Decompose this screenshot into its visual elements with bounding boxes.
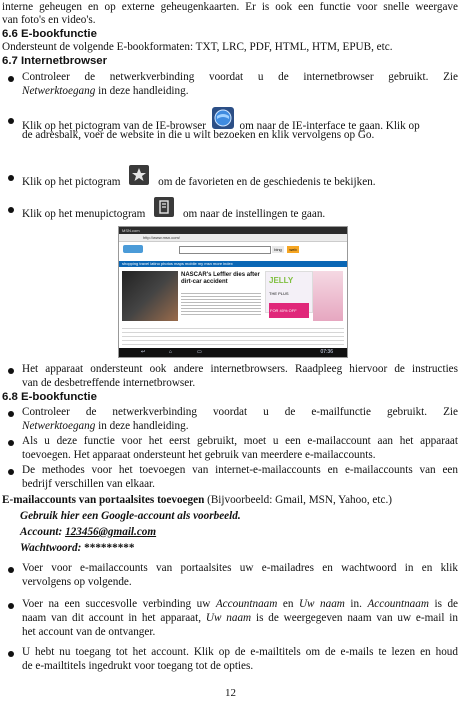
password-value: ********* [84, 542, 135, 554]
account-line: Account: 123456@gmail.com [20, 526, 157, 538]
bullet [8, 469, 14, 475]
back-icon: ↩ [141, 349, 146, 355]
s67-bullet-5-line-2: van de desbetreffende internetbrowser. [22, 377, 196, 389]
bullet [8, 651, 14, 657]
netwerktoegang-ref: Netwerktoegang [22, 420, 96, 432]
recent-apps-icon: ▭ [197, 349, 202, 355]
address-url: http://www.msn.com/ [143, 235, 180, 240]
intro-line-1: interne geheugen en op externe geheugenkaarten. Er is ook een functie voor snelle weergave [2, 1, 458, 13]
bullet [8, 567, 14, 573]
promo-image [313, 271, 343, 321]
news-body-lines [181, 291, 261, 317]
bullet [8, 603, 14, 609]
browser-address-bar [119, 234, 347, 242]
portal-sites-title: E-mailaccounts van portaalsites toevoegen [2, 494, 205, 506]
browser-screenshot [118, 226, 348, 358]
s68-bullet-5-line-1: Voer na een succesvolle verbinding uw Accountnaam en Uw naam in. Accountnaam is de [22, 598, 459, 610]
s68-bullet-4-line-1: Voer voor e-mailaccounts van portaalsites uw e-mailadres en wachtwoord in en klik [22, 562, 458, 574]
bullet [8, 118, 14, 124]
s68-bullet-3-line-2: bedrijf verschillen van elkaar. [22, 478, 155, 490]
section-6-8-heading: 6.8 E-bookfunctie [2, 391, 97, 403]
android-system-bar [119, 348, 347, 357]
s68-bullet-6-line-1: U hebt nu toegang tot het account. Klik op de e-mailtitels om de e-mails te lezen en houd [22, 646, 458, 658]
s67-bullet-4: Klik op het menupictogram om naar de instellingen te gaan. [22, 202, 458, 226]
msn-nav-bar [119, 261, 348, 267]
bullet [8, 411, 14, 417]
web-button: web [287, 246, 299, 253]
s68-bullet-3-line-1: De methodes voor het toevoegen van internet-e-mailaccounts en e-mailaccounts van een [22, 464, 458, 476]
google-example: Gebruik hier een Google-account als voorbeeld. [20, 510, 241, 522]
password-line: Wachtwoord: ********* [20, 542, 135, 554]
lower-content [122, 325, 344, 345]
s68-bullet-1-line-2: Netwerktoegang in deze handleiding. [22, 420, 189, 432]
s68-bullet-5-line-3: het account van de ontvanger. [22, 626, 156, 638]
browser-tab: MSN.com [122, 228, 140, 233]
s67-bullet-1-line-2: Netwerktoegang in deze handleiding. [22, 85, 189, 97]
msn-header [119, 242, 347, 260]
browser-tab-bar [119, 227, 347, 234]
section-6-6-text: Ondersteunt de volgende E-bookformaten: TXT, LRC, PDF, HTML, HTM, EPUB, etc. [2, 41, 393, 53]
news-photo [122, 271, 178, 321]
promo-banner [265, 271, 313, 313]
msn-logo [123, 245, 143, 253]
msn-search-box [179, 246, 271, 254]
home-icon: ⌂ [169, 349, 173, 355]
intro-line-2: van foto's en video's. [2, 14, 96, 26]
clock: 07:36 [320, 349, 333, 355]
bullet [8, 175, 14, 181]
s68-bullet-2-line-2: toevoegen. Het apparaat ondersteunt het gebruik van meerdere e-mailaccounts. [22, 449, 376, 461]
s68-bullet-6-line-2: de e-mailtitels ingedrukt voor toegang tot de opties. [22, 660, 254, 672]
menu-settings-icon [154, 197, 174, 221]
news-headline: NASCAR's Leffler dies after dirt-car accident [181, 272, 260, 285]
account-email: 123456@gmail.com [65, 526, 157, 538]
msn-nav-text: shopping travel latino photos maps mobile my msn more index [122, 261, 233, 266]
portal-sites-line: E-mailaccounts van portaalsites toevoegen (Bijvoorbeeld: Gmail, MSN, Yahoo, etc.) [2, 494, 392, 506]
promo-sub: THE PLUS [269, 291, 289, 297]
bullet [8, 76, 14, 82]
s67-bullet-2-line-2: de adresbalk, voer de website in die u wilt bezoeken en klik vervolgens op Go. [22, 129, 375, 141]
page-number: 12 [225, 687, 236, 699]
s68-bullet-1-line-1: Controleer de netwerkverbinding voordat u de e-mailfunctie gebruikt. Zie [22, 406, 458, 418]
section-6-7-heading: 6.7 Internetbrowser [2, 55, 108, 67]
s67-bullet-3: Klik op het pictogram om de favorieten en de geschiedenis te bekijken. [22, 170, 458, 194]
promo-title: JELLY [269, 276, 294, 285]
s68-bullet-2-line-1: Als u deze functie voor het eerst gebruikt, moet u een e-mailaccount aan het apparaat [22, 435, 458, 447]
bing-button: bing [272, 246, 284, 253]
bullet [8, 440, 14, 446]
section-6-6-heading: 6.6 E-bookfunctie [2, 28, 97, 40]
promo-offer: FOR 40% OFF [269, 303, 309, 318]
bullet [8, 207, 14, 213]
star-icon [129, 165, 149, 189]
s68-bullet-4-line-2: vervolgens op volgende. [22, 576, 132, 588]
s67-bullet-5-line-1: Het apparaat ondersteunt ook andere internetbrowsers. Raadpleeg hiervoor de instructies [22, 363, 458, 375]
bullet [8, 368, 14, 374]
s68-bullet-5-line-2: naam van dit account in het apparaat, Uw naam is de weergegeven naam van uw e-mail in [22, 612, 458, 624]
s67-bullet-1-line-1: Controleer de netwerkverbinding voordat u de internetbrowser gebruikt. Zie [22, 71, 458, 83]
netwerktoegang-ref: Netwerktoegang [22, 85, 96, 97]
s67-bullet-2-line-1: Klik op het pictogram van de IE-browser om naar de IE-interface te gaan. Klik op [22, 113, 458, 139]
